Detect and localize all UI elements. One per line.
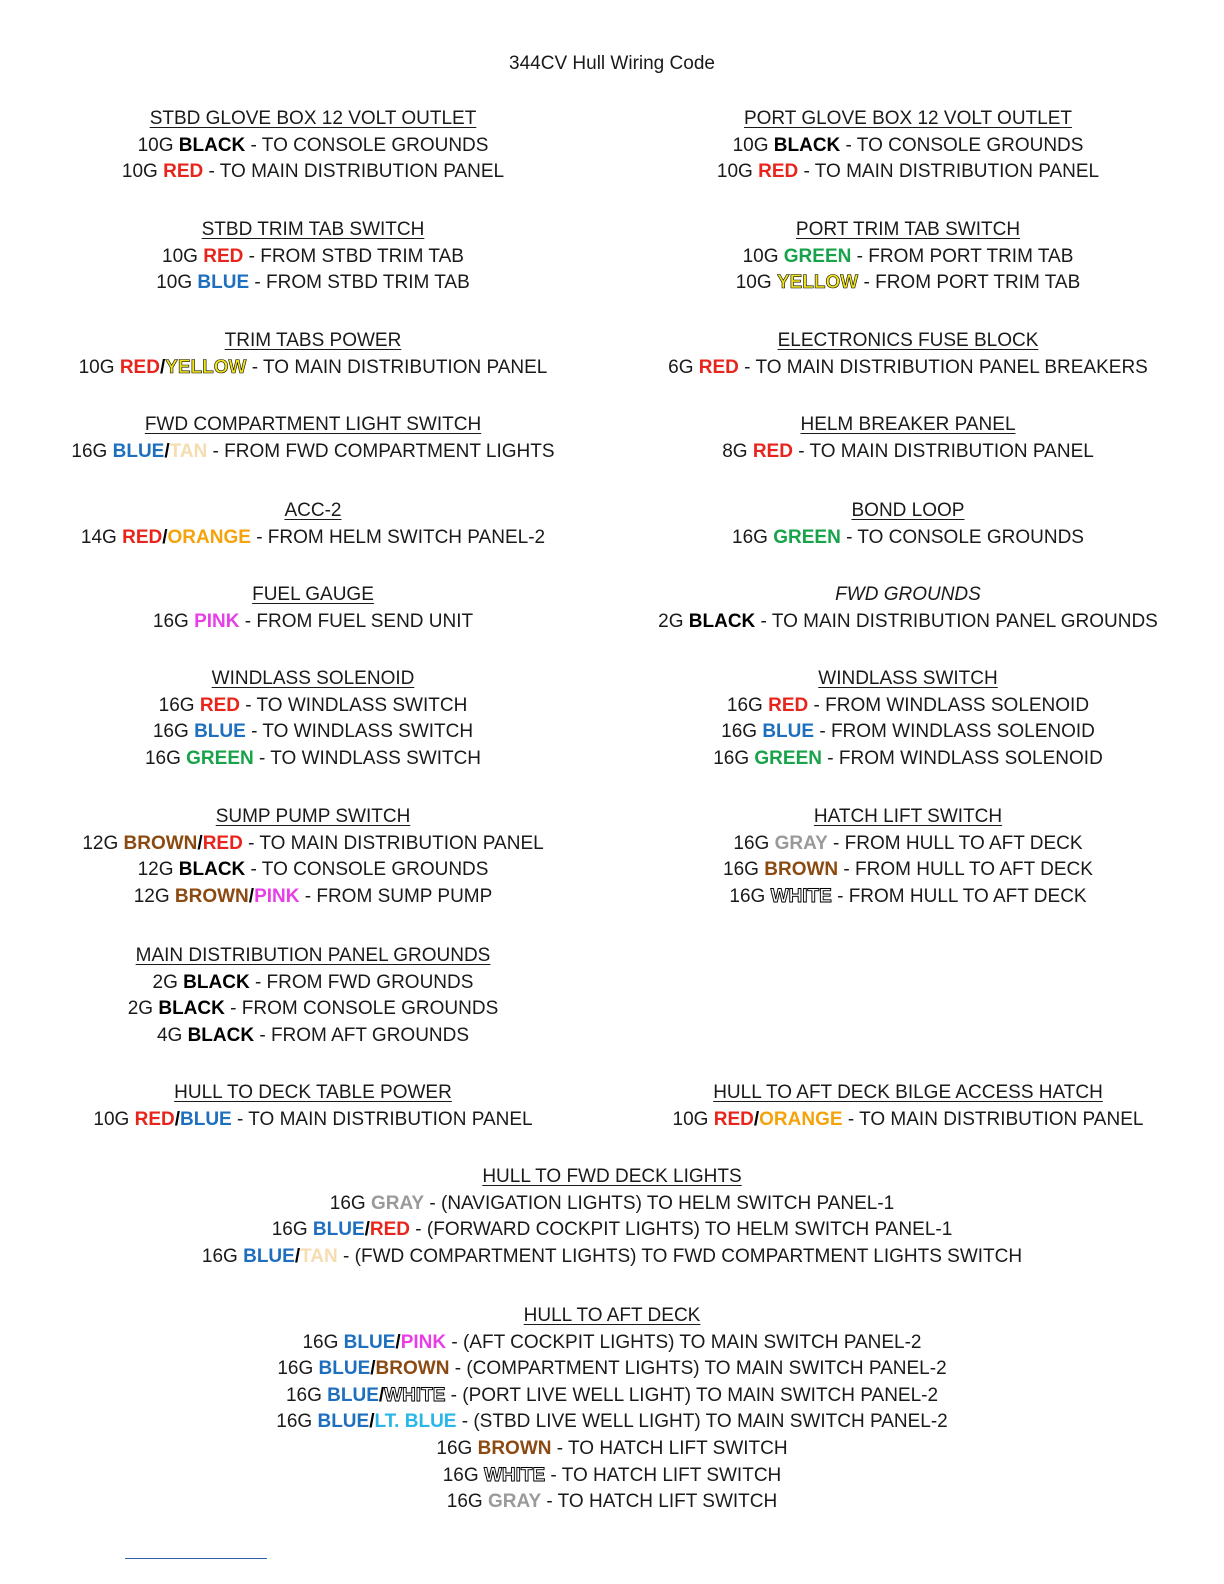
section-heading: MAIN DISTRIBUTION PANEL GROUNDS <box>135 945 491 966</box>
section-heading: STBD TRIM TAB SWITCH <box>201 219 425 240</box>
wire-text: 16G <box>436 1437 478 1459</box>
wire-text: 16G <box>271 1219 313 1241</box>
wire-color-lt-blue: LT. BLUE <box>374 1411 457 1433</box>
wire-text: 10G <box>78 356 120 378</box>
wire-line <box>0 1191 1224 1218</box>
section-heading: SUMP PUMP SWITCH <box>215 806 411 827</box>
wire-line <box>0 525 626 552</box>
wire-text: - FROM HULL TO AFT DECK <box>827 832 1083 854</box>
wire-text: - TO MAIN DISTRIBUTION PANEL GROUNDS <box>755 610 1158 632</box>
wire-text: - TO HATCH LIFT SWITCH <box>545 1464 782 1486</box>
wire-color-blue: BLUE <box>317 1411 370 1433</box>
wire-color-blue: BLUE <box>318 1358 371 1380</box>
wire-color-black: / <box>369 1411 375 1433</box>
wire-line <box>600 831 1216 858</box>
wire-color-red: RED <box>758 161 799 183</box>
section-port-trim-tab-switch <box>600 217 1216 297</box>
wire-text: 6G <box>668 356 699 378</box>
wire-color-yellow: YELLOW <box>165 356 247 378</box>
wire-text: 16G <box>442 1464 484 1486</box>
wire-color-black: / <box>159 356 166 378</box>
wire-line <box>0 693 626 720</box>
section-windlass-solenoid <box>0 666 626 772</box>
wire-text: 12G <box>82 832 124 854</box>
wire-line <box>0 857 626 884</box>
section-heading: FWD COMPARTMENT LIGHT SWITCH <box>144 414 482 435</box>
section-heading: WINDLASS SWITCH <box>818 668 998 689</box>
wire-line <box>0 1489 1224 1516</box>
section-hatch-lift-switch <box>600 804 1216 910</box>
wire-line <box>0 439 626 466</box>
wire-color-black: / <box>753 1108 760 1130</box>
wire-color-blue: BLUE <box>762 721 815 743</box>
wire-color-brown: BROWN <box>123 832 198 854</box>
wire-text: 16G <box>201 1245 244 1267</box>
wire-color-orange: ORANGE <box>167 526 251 548</box>
wire-color-brown: BROWN <box>764 859 839 881</box>
wire-color-black: BLACK <box>773 134 841 156</box>
wire-color-blue: BLUE <box>243 1245 295 1267</box>
wire-text: 10G <box>735 272 777 294</box>
section-fuel-gauge <box>0 582 626 635</box>
wire-color-red: RED <box>163 161 204 183</box>
wire-text: 16G <box>158 694 200 716</box>
wire-text: 10G <box>93 1108 135 1130</box>
wire-line <box>600 159 1216 186</box>
wire-text: - (FORWARD COCKPIT LIGHTS) TO HELM SWITCH PANEL-1 <box>410 1219 953 1241</box>
wire-color-black: BLACK <box>688 610 756 632</box>
wire-color-blue: BLUE <box>197 272 250 294</box>
wire-text: 10G <box>716 161 759 183</box>
section-heading: HULL TO AFT DECK BILGE ACCESS HATCH <box>713 1082 1103 1103</box>
wire-color-red: RED <box>122 526 163 548</box>
wire-color-black: / <box>162 526 168 548</box>
section-stbd-glove-box <box>0 106 626 186</box>
wire-color-blue: BLUE <box>312 1219 365 1241</box>
wire-text: 10G <box>672 1108 714 1130</box>
wire-text: - FROM HULL TO AFT DECK <box>831 885 1087 907</box>
wire-line <box>600 857 1216 884</box>
wire-color-tan: TAN <box>300 1245 338 1267</box>
wire-text: - FROM WINDLASS SOLENOID <box>808 694 1090 716</box>
wire-text: 16G <box>726 694 769 716</box>
wire-color-green: GREEN <box>773 526 841 548</box>
section-sump-pump-switch <box>0 804 626 910</box>
wire-line <box>0 1244 1224 1271</box>
wire-color-tan: TAN <box>169 440 208 462</box>
wire-color-black: / <box>197 832 203 854</box>
wire-color-black: / <box>294 1245 301 1267</box>
section-heading: WINDLASS SOLENOID <box>211 668 415 689</box>
wire-line <box>0 1217 1224 1244</box>
wire-text: 10G <box>742 245 784 267</box>
wire-color-orange: ORANGE <box>759 1108 843 1130</box>
wire-text: - TO MAIN DISTRIBUTION PANEL <box>798 161 1100 183</box>
wire-text: 2G <box>658 610 689 632</box>
wire-text: 2G <box>152 971 184 993</box>
wire-text: - (NAVIGATION LIGHTS) TO HELM SWITCH PANEL-1 <box>424 1192 895 1214</box>
wire-color-gray: GRAY <box>370 1192 425 1214</box>
page-title: 344CV Hull Wiring Code <box>509 53 715 74</box>
wire-text: - TO MAIN DISTRIBUTION PANEL <box>203 161 505 183</box>
wire-color-black: / <box>370 1358 376 1380</box>
wire-text: - TO MAIN DISTRIBUTION PANEL <box>242 832 544 854</box>
wire-text: - FROM FUEL SEND UNIT <box>239 610 474 632</box>
wire-line <box>0 746 626 773</box>
wire-text: 16G <box>302 1331 344 1353</box>
wire-color-black: / <box>164 440 170 462</box>
wire-text: - TO WINDLASS SWITCH <box>245 721 474 743</box>
wire-text: - FROM PORT TRIM TAB <box>858 272 1081 294</box>
wire-text: 10G <box>162 245 204 267</box>
section-heading: TRIM TABS POWER <box>224 330 402 351</box>
wire-line <box>0 1383 1224 1410</box>
footer-rule <box>125 1558 267 1559</box>
wire-text: - TO CONSOLE GROUNDS <box>245 134 489 156</box>
wire-line <box>0 1436 1224 1463</box>
wire-text: - FROM HULL TO AFT DECK <box>838 859 1093 881</box>
wire-line <box>0 831 626 858</box>
wire-color-green: GREEN <box>754 747 822 769</box>
wire-color-blue: BLUE <box>194 721 246 743</box>
wire-color-blue: BLUE <box>327 1384 379 1406</box>
section-heading: FWD GROUNDS <box>835 584 981 605</box>
section-hull-to-deck-table-power <box>0 1080 626 1133</box>
wire-line <box>600 719 1216 746</box>
wire-text: - (COMPARTMENT LIGHTS) TO MAIN SWITCH PANEL-2 <box>449 1358 947 1380</box>
wire-text: 16G <box>276 1411 318 1433</box>
section-main-distribution-panel-grounds <box>0 943 626 1049</box>
wire-text: - FROM AFT GROUNDS <box>254 1024 470 1046</box>
wire-line <box>0 1356 1224 1383</box>
wire-color-red: RED <box>134 1108 175 1130</box>
section-electronics-fuse-block <box>600 328 1216 381</box>
wire-text: 16G <box>721 721 763 743</box>
wire-text: 16G <box>71 440 113 462</box>
wire-text: - FROM HELM SWITCH PANEL-2 <box>250 526 546 548</box>
section-heading: FUEL GAUGE <box>252 584 374 605</box>
wire-line <box>0 270 626 297</box>
wire-color-black: / <box>395 1331 401 1353</box>
wire-text: 16G <box>152 610 195 632</box>
wire-color-red: RED <box>203 245 244 267</box>
section-heading: PORT TRIM TAB SWITCH <box>795 219 1021 240</box>
wire-line <box>0 609 626 636</box>
section-heading: HULL TO DECK TABLE POWER <box>174 1082 452 1103</box>
section-heading: HATCH LIFT SWITCH <box>813 806 1003 827</box>
wire-text: - (AFT COCKPIT LIGHTS) TO MAIN SWITCH PANEL-2 <box>446 1331 922 1353</box>
wire-line <box>0 1023 626 1050</box>
wire-text: - TO MAIN DISTRIBUTION PANEL <box>246 356 548 378</box>
wire-text: 16G <box>729 885 771 907</box>
wire-text: - FROM CONSOLE GROUNDS <box>224 998 499 1020</box>
wire-color-pink: PINK <box>254 885 300 907</box>
wire-color-red: RED <box>768 694 809 716</box>
wire-text: 12G <box>137 859 179 881</box>
wire-color-green: GREEN <box>783 245 852 267</box>
wire-line <box>600 439 1216 466</box>
wire-text: - FROM STBD TRIM TAB <box>249 272 470 294</box>
wire-text: 16G <box>277 1358 319 1380</box>
wire-text: 16G <box>733 832 775 854</box>
wire-text: - FROM WINDLASS SOLENOID <box>821 747 1103 769</box>
wire-text: 16G <box>732 526 774 548</box>
section-heading: HELM BREAKER PANEL <box>800 414 1016 435</box>
wire-line <box>600 525 1216 552</box>
wire-color-black: BLACK <box>178 859 246 881</box>
wire-color-pink: PINK <box>400 1331 447 1353</box>
section-heading: STBD GLOVE BOX 12 VOLT OUTLET <box>149 108 477 129</box>
wire-line <box>0 1330 1224 1357</box>
wire-color-black: BLACK <box>158 998 225 1020</box>
wire-line <box>0 133 626 160</box>
wire-text: 12G <box>133 885 175 907</box>
wire-color-brown: BROWN <box>174 885 249 907</box>
wire-color-brown: BROWN <box>375 1358 450 1380</box>
wire-text: - FROM FWD COMPARTMENT LIGHTS <box>207 440 555 462</box>
section-heading: PORT GLOVE BOX 12 VOLT OUTLET <box>743 108 1073 129</box>
section-helm-breaker-panel <box>600 412 1216 465</box>
section-fwd-grounds <box>600 582 1216 635</box>
wire-text: 16G <box>713 747 755 769</box>
section-heading: HULL TO AFT DECK <box>523 1305 701 1326</box>
wire-text: - TO CONSOLE GROUNDS <box>840 526 1084 548</box>
wire-color-red: RED <box>199 694 240 716</box>
wire-text: 10G <box>121 161 164 183</box>
wire-text: - FROM FWD GROUNDS <box>249 971 474 993</box>
section-hull-to-aft-deck-bilge-access-hatch <box>600 1080 1216 1133</box>
wire-text: - (STBD LIVE WELL LIGHT) TO MAIN SWITCH PANEL-2 <box>456 1411 948 1433</box>
wire-text: - TO WINDLASS SWITCH <box>253 747 482 769</box>
wire-line <box>600 1107 1216 1134</box>
wire-text: 10G <box>732 134 774 156</box>
section-stbd-trim-tab-switch <box>0 217 626 297</box>
section-fwd-compartment-light-switch <box>0 412 626 465</box>
wire-color-black: BLACK <box>178 134 246 156</box>
wire-color-blue: BLUE <box>180 1108 232 1130</box>
wire-line <box>0 1463 1224 1490</box>
section-heading: ACC-2 <box>284 500 342 521</box>
wire-line <box>0 884 626 911</box>
wire-line <box>0 1409 1224 1436</box>
wire-color-red: RED <box>752 440 793 462</box>
wire-text: - TO CONSOLE GROUNDS <box>840 134 1084 156</box>
wire-color-black: / <box>174 1108 180 1130</box>
wire-color-white: WHITE <box>483 1464 546 1486</box>
wire-color-green: GREEN <box>186 747 254 769</box>
wire-text: - FROM SUMP PUMP <box>299 885 493 907</box>
wire-line <box>600 693 1216 720</box>
wire-text: 10G <box>137 134 179 156</box>
wire-color-gray: GRAY <box>774 832 828 854</box>
wire-line <box>600 609 1216 636</box>
wire-text: - TO WINDLASS SWITCH <box>240 694 468 716</box>
wire-color-brown: BROWN <box>477 1437 552 1459</box>
wire-line <box>0 996 626 1023</box>
wire-color-blue: BLUE <box>112 440 165 462</box>
wire-text: 16G <box>285 1384 328 1406</box>
wire-text: - TO MAIN DISTRIBUTION PANEL <box>792 440 1094 462</box>
wire-color-white: WHITE <box>384 1384 446 1406</box>
wire-text: - TO HATCH LIFT SWITCH <box>551 1437 788 1459</box>
section-bond-loop <box>600 498 1216 551</box>
section-acc-2 <box>0 498 626 551</box>
wire-color-black: BLACK <box>183 971 250 993</box>
section-heading: HULL TO FWD DECK LIGHTS <box>482 1166 742 1187</box>
wire-text: 4G <box>156 1024 188 1046</box>
wire-line <box>0 1107 626 1134</box>
wire-line <box>600 270 1216 297</box>
section-heading: ELECTRONICS FUSE BLOCK <box>777 330 1039 351</box>
wire-text: - (PORT LIVE WELL LIGHT) TO MAIN SWITCH PANEL-2 <box>445 1384 939 1406</box>
section-port-glove-box <box>600 106 1216 186</box>
wire-text: 8G <box>722 440 753 462</box>
wire-color-pink: PINK <box>194 610 240 632</box>
wire-text: - TO MAIN DISTRIBUTION PANEL <box>842 1108 1144 1130</box>
wire-text: 16G <box>723 859 765 881</box>
wire-color-yellow: YELLOW <box>776 272 859 294</box>
wire-line <box>600 884 1216 911</box>
wire-text: 2G <box>127 998 159 1020</box>
section-heading: BOND LOOP <box>851 500 965 521</box>
wire-text: - (FWD COMPARTMENT LIGHTS) TO FWD COMPARTMENT LIGHTS SWITCH <box>337 1245 1023 1267</box>
wire-text: - TO HATCH LIFT SWITCH <box>541 1491 778 1513</box>
wire-color-black: BLACK <box>187 1024 255 1046</box>
section-hull-to-aft-deck <box>0 1303 1224 1516</box>
wire-text: 16G <box>446 1491 488 1513</box>
wire-color-gray: GRAY <box>487 1491 542 1513</box>
wire-line <box>0 159 626 186</box>
wire-text: - TO MAIN DISTRIBUTION PANEL <box>231 1108 533 1130</box>
wire-line <box>600 244 1216 271</box>
wire-line <box>600 746 1216 773</box>
section-hull-to-fwd-deck-lights <box>0 1164 1224 1270</box>
wire-line <box>0 719 626 746</box>
wire-line <box>0 355 626 382</box>
wire-line <box>0 970 626 997</box>
wire-text: - TO MAIN DISTRIBUTION PANEL BREAKERS <box>738 356 1148 378</box>
wire-text: 10G <box>156 272 198 294</box>
wire-text: - FROM PORT TRIM TAB <box>851 245 1074 267</box>
wire-line <box>600 355 1216 382</box>
wire-color-black: / <box>364 1219 370 1241</box>
wire-line <box>0 244 626 271</box>
wire-color-red: RED <box>369 1219 411 1241</box>
section-windlass-switch <box>600 666 1216 772</box>
wire-text: 16G <box>144 747 187 769</box>
wire-text: 14G <box>80 526 123 548</box>
wire-color-blue: BLUE <box>343 1331 396 1353</box>
wire-text: - TO CONSOLE GROUNDS <box>245 859 489 881</box>
wire-color-black: / <box>248 885 255 907</box>
section-trim-tabs-power <box>0 328 626 381</box>
wire-text: 16G <box>329 1192 371 1214</box>
wire-color-red: RED <box>713 1108 754 1130</box>
wire-text: - FROM WINDLASS SOLENOID <box>814 721 1095 743</box>
wire-line <box>600 133 1216 160</box>
wire-color-red: RED <box>119 356 160 378</box>
wire-color-white: WHITE <box>770 885 832 907</box>
wire-text: - FROM STBD TRIM TAB <box>243 245 464 267</box>
wire-color-red: RED <box>698 356 739 378</box>
wire-color-black: / <box>378 1384 385 1406</box>
wire-text: 16G <box>152 721 195 743</box>
wire-color-red: RED <box>202 832 243 854</box>
